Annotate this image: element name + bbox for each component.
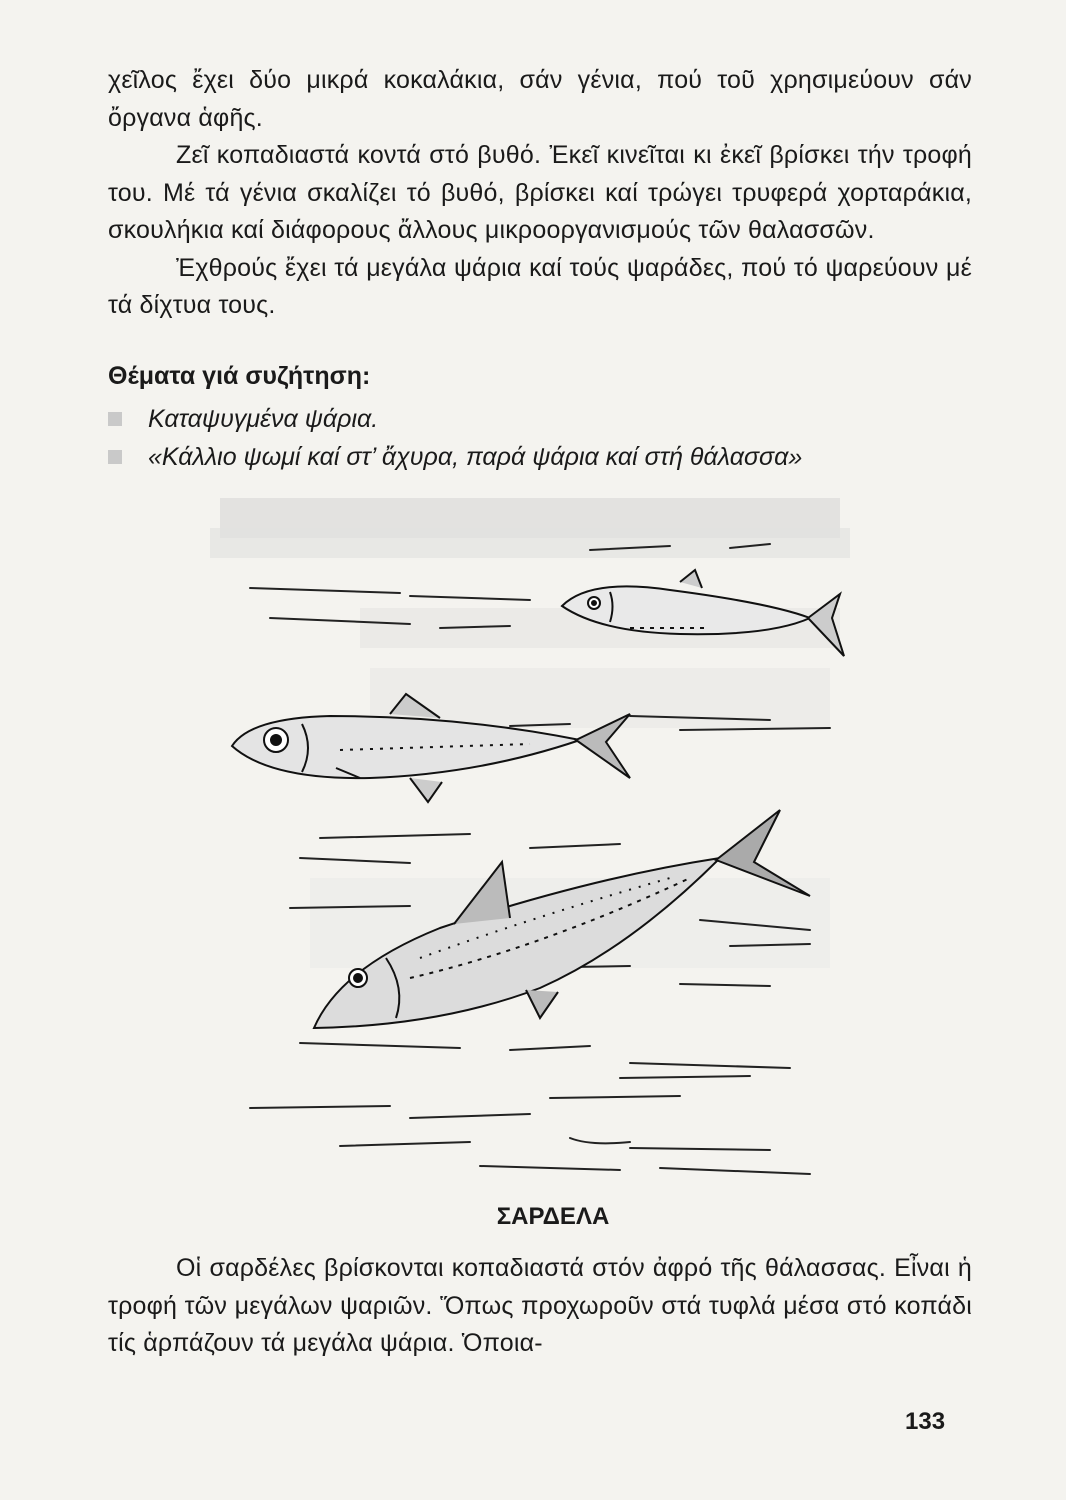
page-number: 133 — [905, 1408, 946, 1435]
discussion-list — [108, 400, 968, 476]
figure-caption: ΣΑΡΔΕΛΑ — [496, 1203, 610, 1230]
list-item — [108, 400, 968, 438]
body-text-bottom — [108, 1250, 972, 1363]
paragraph-enemies: Ἐχθρούς ἔχει τά μεγάλα ψάρια καί τούς ψαράδες, πού τό ψαρεύουν μέ τά δίχτυα τους. — [108, 253, 972, 319]
square-bullet-icon — [108, 450, 122, 464]
discussion-heading: Θέματα γιά συζήτηση: — [108, 362, 371, 390]
list-item-text: «Κάλλιο ψωμί καί στ’ ἄχυρα, παρά ψάρια καί στή θάλασσα» — [148, 443, 803, 471]
paragraph-habitat: Ζεῖ κοπαδιαστά κοντά στό βυθό. Ἐκεῖ κινεῖται κι ἐκεῖ βρίσκει τήν τροφή του. Μέ τά γένια σκαλίζει τό βυθό, βρίσκει καί τρώγει τρυφερά χορταράκια, σκουλήκια καί διάφορους ἄλλους μικροοργανισμούς τῶν θαλασσῶν. — [108, 141, 972, 244]
list-item-text: Καταψυγμένα ψάρια. — [148, 405, 379, 433]
list-item — [108, 438, 968, 476]
sardine-illustration — [210, 478, 870, 1198]
square-bullet-icon — [108, 412, 122, 426]
paragraph-continuation: χεῖλος ἔχει δύο μικρά κοκαλάκια, σάν γένια, πού τοῦ χρησιμεύουν σάν ὄργανα ἁφῆς. — [108, 66, 972, 132]
body-text-top — [108, 62, 972, 325]
paragraph-sardines: Οἱ σαρδέλες βρίσκονται κοπαδιαστά στόν ἀφρό τῆς θάλασσας. Εἶναι ἡ τροφή τῶν μεγάλων ψαριῶν. Ὅπως προχωροῦν στά τυφλά μέσα στό κοπάδι τίς ἁρπάζουν τά μεγάλα ψάρια. Ὁποια- — [108, 1254, 972, 1357]
